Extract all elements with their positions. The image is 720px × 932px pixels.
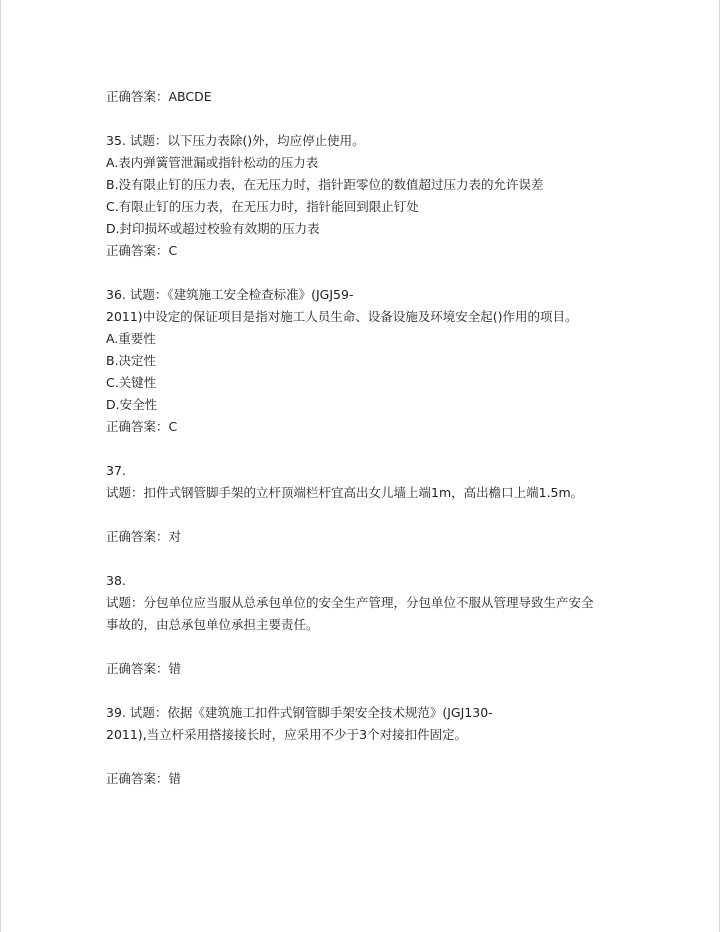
question-35: 35. 试题：以下压力表除()外，均应停止使用。 xyxy=(106,133,365,148)
question-36-line-2: 2011)中设定的保证项目是指对施工人员生命、设备设施及环境安全起()作用的项目。 xyxy=(106,309,578,324)
answer-37: 正确答案：对 xyxy=(106,529,182,544)
answer-34: 正确答案：ABCDE xyxy=(106,89,212,104)
question-list xyxy=(106,86,626,790)
option-35-b: B.没有限止钉的压力表，在无压力时，指针距零位的数值超过压力表的允许误差 xyxy=(106,177,544,192)
option-36-a: A.重要性 xyxy=(106,331,156,346)
question-39-line-1: 39. 试题：依据《建筑施工扣件式钢管脚手架安全技术规范》(JGJ130- xyxy=(106,705,493,720)
answer-36: 正确答案：C xyxy=(106,419,178,434)
question-37-number: 37. xyxy=(106,463,126,478)
answer-35: 正确答案：C xyxy=(106,243,178,258)
question-37-text: 试题：扣件式钢管脚手架的立杆顶端栏杆宜高出女儿墙上端1m，高出檐口上端1.5m。 xyxy=(106,485,584,500)
question-36-line-1: 36. 试题：《建筑施工安全检查标准》(JGJ59- xyxy=(106,287,354,302)
question-39-line-2: 2011),当立杆采用搭接接长时，应采用不少于3个对接扣件固定。 xyxy=(106,727,468,742)
option-36-d: D.安全性 xyxy=(106,397,158,412)
option-36-b: B.决定性 xyxy=(106,353,157,368)
option-36-c: C.关键性 xyxy=(106,375,157,390)
option-35-d: D.封印损坏或超过校验有效期的压力表 xyxy=(106,221,320,236)
question-38-line-1: 试题：分包单位应当服从总承包单位的安全生产管理，分包单位不服从管理导致生产安全 xyxy=(106,595,594,610)
question-38-line-2: 事故的，由总承包单位承担主要责任。 xyxy=(106,617,319,632)
option-35-c: C.有限止钉的压力表，在无压力时，指针能回到限止钉处 xyxy=(106,199,419,214)
answer-39: 正确答案：错 xyxy=(106,771,182,786)
question-38-number: 38. xyxy=(106,573,126,588)
option-35-a: A.表内弹簧管泄漏或指针松动的压力表 xyxy=(106,155,319,170)
answer-38: 正确答案：错 xyxy=(106,661,182,676)
